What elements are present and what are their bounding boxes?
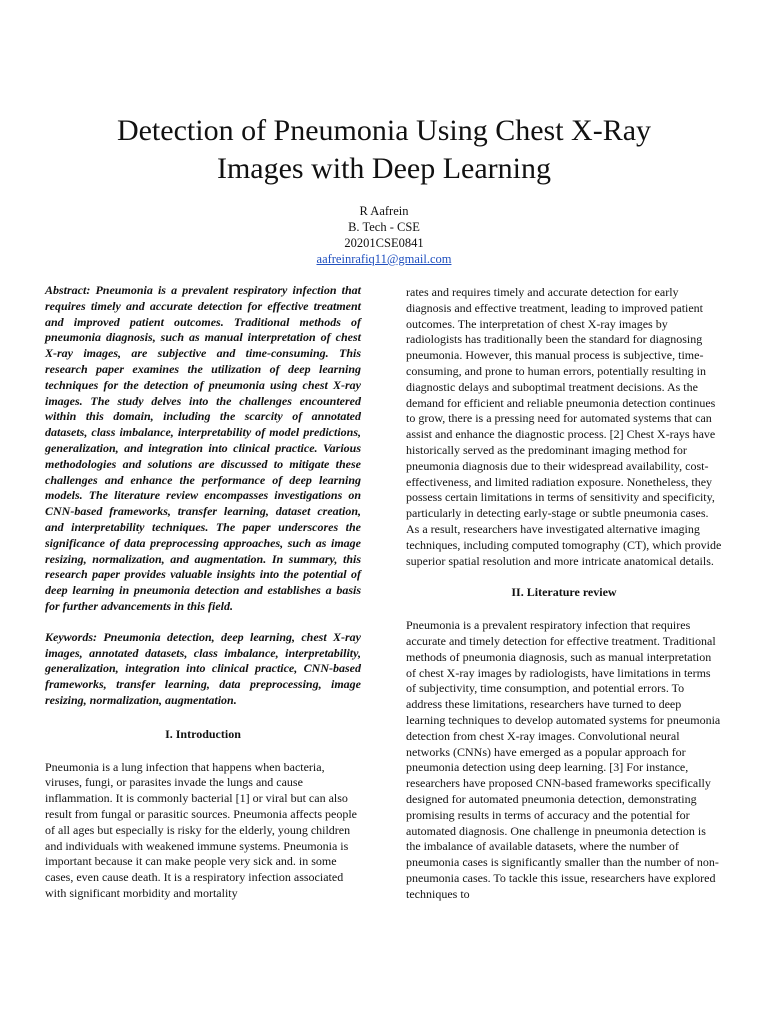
paper-title-line-2: Images with Deep Learning [216, 152, 552, 185]
author-block [184, 203, 584, 267]
author-email-link[interactable]: aafreinrafiq11@gmail.com [316, 252, 452, 266]
right-column [406, 285, 722, 902]
paper-title-line-1: Detection of Pneumonia Using Chest X-Ray [116, 114, 652, 147]
author-degree: B. Tech - CSE [348, 220, 420, 234]
section-heading-literature-review: II. Literature review [511, 585, 617, 600]
introduction-paragraph-right: rates and requires timely and accurate detection for early diagnosis and effective treatment, leading to improved patient outcomes. The interpretation of chest X-ray images by radiologists has traditionally been the standard for diagnosing pneumonia. However, this manual process is subjective, time-consuming, and prone to human errors, potentially resulting in diagnostic delays and suboptimal treatment decisions. As the demand for efficient and reliable pneumonia detection continues to grow, there is a pressing need for automated systems that can assist and enhance the diagnostic process. [2] Chest X-rays have historically served as the predominant imaging method for pneumonia diagnosis due to their widespread availability, cost-effectiveness, and limited radiation exposure. Nonetheless, they possess certain limitations in terms of sensitivity and specificity, particularly in detecting early-stage or subtle pneumonia cases. As a result, researchers have investigated alternative imaging techniques, including computed tomography (CT), which provide superior spatial resolution and more intricate anatomical details. [406, 285, 722, 568]
author-id: 20201CSE0841 [344, 236, 424, 250]
literature-review-paragraph: Pneumonia is a prevalent respiratory infection that requires accurate and timely detection for effective treatment. Traditional methods of pneumonia diagnosis, such as manual interpretation of chest X-ray images by radiologists, have limitations in terms of subjectivity, time consumption, and potential errors. To address these limitations, researchers have turned to deep learning techniques to develop automated systems for pneumonia detection from chest X-ray images. Convolutional neural networks (CNNs) have emerged as a popular approach for pneumonia detection using deep learning. [3] For instance, researchers have proposed CNN-based frameworks specifically designed for automated pneumonia detection, demonstrating promising results in terms of accuracy and the potential for automated diagnosis. One challenge in pneumonia detection is the imbalance of available datasets, where the number of pneumonia cases is significantly smaller than the number of non-pneumonia cases. To tackle this issue, researchers have explored techniques to [406, 618, 721, 901]
paper-title [60, 112, 708, 188]
keywords: Keywords: Pneumonia detection, deep learning, chest X-ray images, annotated datasets, class imbalance, interpretability, generalization, integration into clinical practice, CNN-based frameworks, transfer learning, data preprocessing, image resizing, normalization, augmentation. [45, 629, 361, 707]
abstract: Abstract: Pneumonia is a prevalent respiratory infection that requires timely and accurate detection for effective treatment and improved patient outcomes. Traditional methods of pneumonia diagnosis, such as manual interpretation of chest X-ray images, are subjective and time-consuming. This research paper examines the utilization of deep learning techniques for the detection of pneumonia using chest X-ray images. The study delves into the challenges encountered within this domain, including the scarcity of annotated datasets, class imbalance, interpretability of model predictions, generalization, and integration into clinical practice. Various methodologies and solutions are discussed to mitigate these challenges and enhance the performance of deep learning models. The literature review encompasses investigations on CNN-based frameworks, transfer learning, dataset creation, and interpretability techniques. The paper underscores the significance of data preprocessing approaches, such as image resizing, normalization, and augmentation. In summary, this research paper provides valuable insights into the potential of deep learning in pneumonia detection and establishes a basis for further advancements in this field. [45, 283, 361, 613]
section-heading-introduction: I. Introduction [165, 726, 241, 741]
left-column [45, 283, 361, 902]
author-name: R Aafrein [359, 204, 409, 218]
introduction-paragraph-left: Pneumonia is a lung infection that happens when bacteria, viruses, fungi, or parasites invade the lungs and cause inflammation. It is commonly bacterial [1] or viral but can also result from fungal or parasitic sources. Pneumonia affects people of all ages but especially is risky for the elderly, young children and individuals with weakened immune systems. Pneumonia is important because it can make people very sick and. in some cases, even cause death. It is a respiratory infection associated with significant morbidity and mortality [45, 759, 358, 900]
